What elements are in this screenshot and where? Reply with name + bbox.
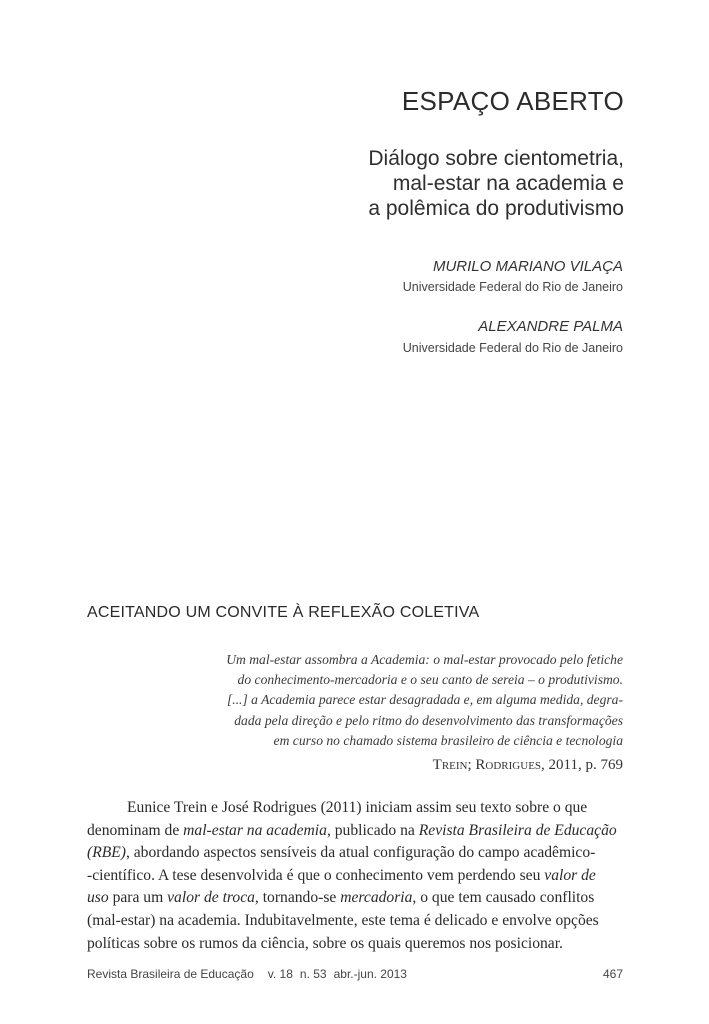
section-heading: ACEITANDO UM CONVITE À REFLEXÃO COLETIVA [87, 604, 480, 621]
author-affiliation: Universidade Federal do Rio de Janeiro [402, 280, 623, 294]
citation-authors: Trein; Rodrigues [432, 757, 542, 773]
title-line: Diálogo sobre cientometria, [368, 147, 624, 170]
epigraph-line: do conhecimento-mercadoria e o seu canto de sereia – o produtivismo. [237, 672, 623, 688]
article-title [304, 146, 624, 221]
epigraph-citation [433, 757, 623, 774]
author-name: MURILO MARIANO VILAÇA [432, 258, 623, 275]
body-line: políticas sobre os rumos da ciência, sobre os quais queremos nos posicionar. [87, 934, 563, 952]
epigraph-line: em curso no chamado sistema brasileiro de ciência e tecnologia [273, 732, 623, 748]
section-label: ESPAÇO ABERTO [401, 86, 624, 116]
footer-period: abr.-jun. 2013 [333, 967, 407, 981]
body-paragraph [87, 797, 624, 955]
title-line: mal-estar na academia e [392, 172, 624, 195]
footer-journal: Revista Brasileira de Educação [87, 967, 254, 981]
body-line: Eunice Trein e José Rodrigues (2011) iniciam assim seu texto sobre o que [127, 799, 588, 816]
body-line: uso para um valor de troca, tornando-se mercadoria, o que tem causado conflitos [87, 889, 595, 907]
author-affiliation: Universidade Federal do Rio de Janeiro [402, 341, 623, 355]
footer-journal-info [87, 967, 407, 981]
page-number: 467 [602, 967, 623, 981]
epigraph-line: [...] a Academia parece estar desagradada e, em alguma medida, degra- [226, 692, 623, 708]
body-line: (mal-estar) na academia. Indubitavelmente, este tema é delicado e envolve opções [87, 911, 599, 929]
body-line: -científico. A tese desenvolvida é que o conhecimento vem perdendo seu valor de [87, 866, 596, 884]
footer-number: n. 53 [299, 967, 327, 981]
epigraph-line: Um mal-estar assombra a Academia: o mal-estar provocado pelo fetiche [226, 652, 623, 667]
citation-reference: , 2011, p. 769 [541, 757, 623, 773]
author-name: ALEXANDRE PALMA [478, 318, 623, 335]
title-line: a polêmica do produtivismo [368, 197, 624, 220]
body-line: denominam de mal-estar na academia, publicado na Revista Brasileira de Educação [87, 821, 617, 839]
epigraph-line: dada pela direção e pelo ritmo do desenvolvimento das transformações [234, 712, 623, 728]
epigraph [183, 650, 623, 751]
footer-volume: v. 18 [267, 967, 293, 981]
body-line: (RBE), abordando aspectos sensíveis da atual configuração do campo acadêmico- [87, 844, 596, 862]
